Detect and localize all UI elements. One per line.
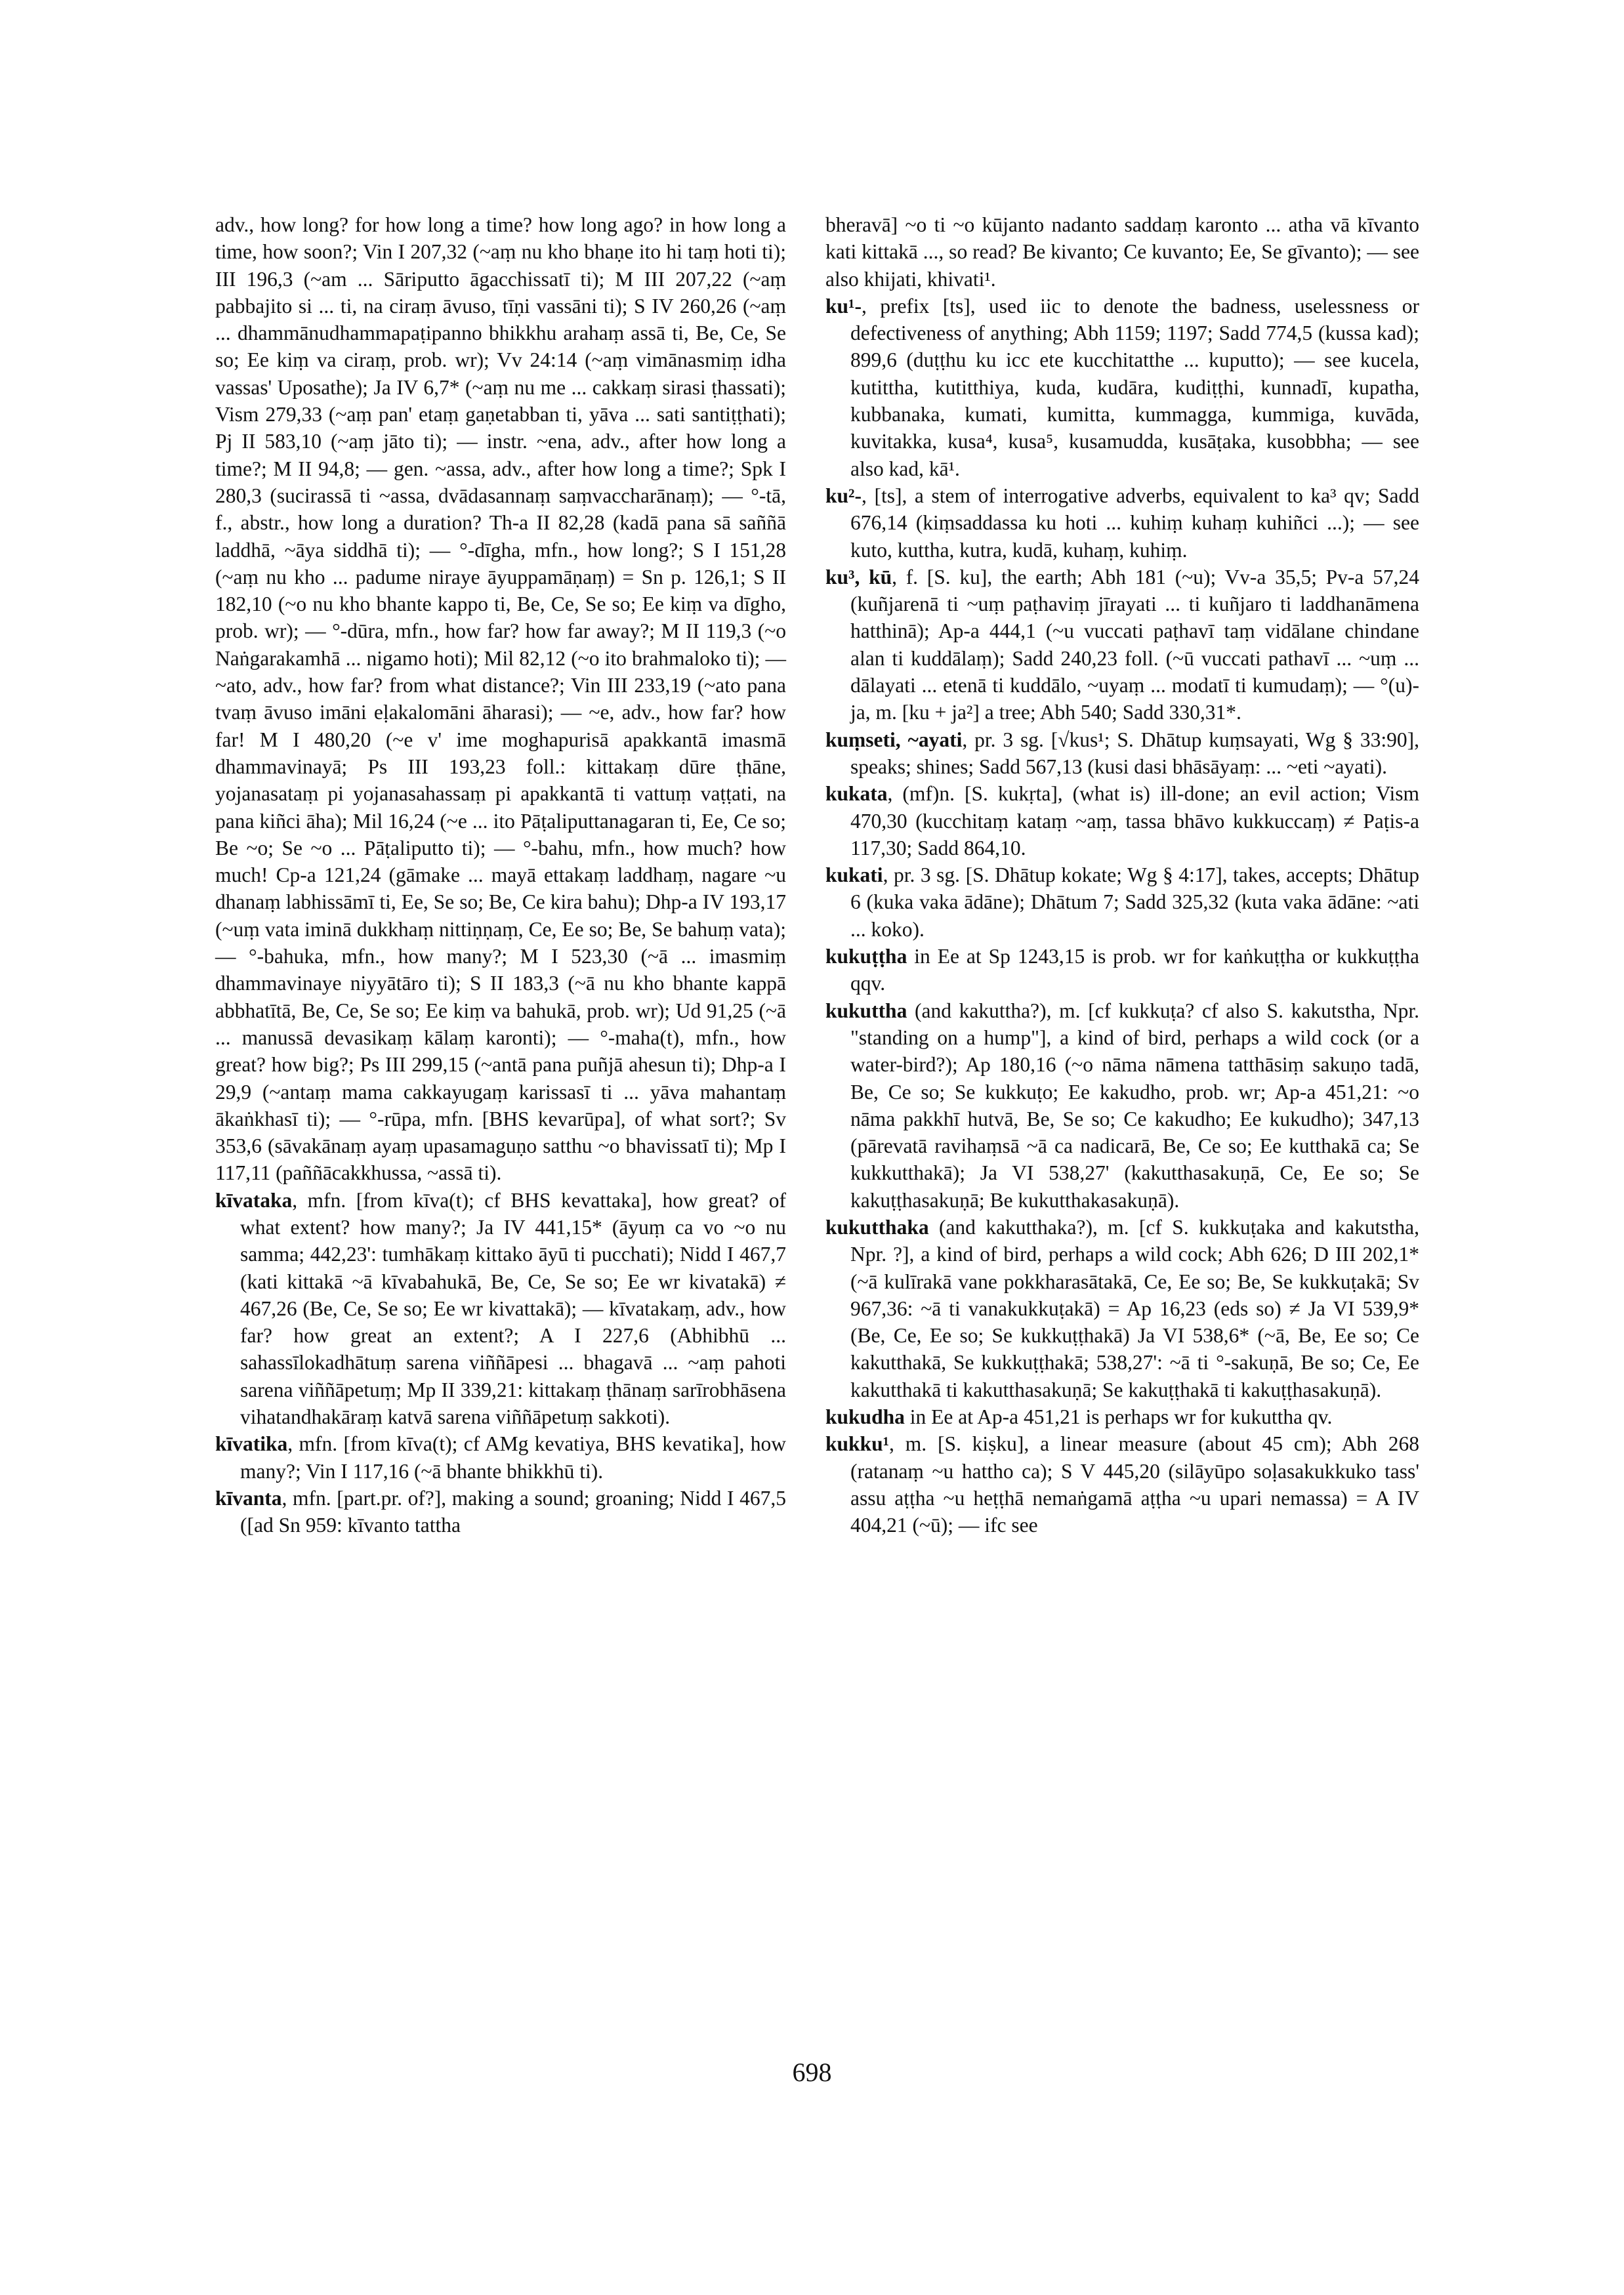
entry-body: , [ts], a stem of interrogative adverbs, equivalent to ka³ qv; Sadd 676,14 (kiṃsaddassa ku hoti ... kuhiṃ kuhaṃ kuhiñci ...); — see kuto, kuttha, kutra, kudā, kuhaṃ, kuhiṃ. [850, 484, 1419, 562]
headword: kuṃseti, ~ayati [825, 728, 963, 751]
dictionary-entry [215, 1430, 786, 1485]
right-column [825, 211, 1419, 1539]
entry-body: (and kakuttha?), m. [cf kukkuṭa? cf also S. kakutstha, Npr. "standing on a hump"], a kind of bird, perhaps a wild cock (or a water-bird?); Ap 180,16 (~o nāma nāmena tatthāsiṃ sakuṇo tadā, Be, Ce so; Se kukkuṭo; Ee kakudho, prob. wr; Ap-a 451,21: ~o nāma pakkhī hutvā, Be, Se so; Ce kakudho; Ee kukudho); 347,13 (pārevatā ravihaṃsā ~ā ca nadicarā, Be, Ce so; Ee kutthakā ca; Se kukkutthakā); Ja VI 538,27' (kakutthasakuṇā, Ce, Ee so; Se kakuṭṭhasakuṇā; Be kukutthakasakuṇā). [850, 999, 1419, 1212]
entry-body: , mfn. [from kīva(t); cf BHS kevattaka], how great? of what extent? how many?; Ja IV 441,15* (āyuṃ ca vo ~o nu samma; 442,23': tumhākaṃ kittako āyū ti pucchati); Nidd I 467,7 (kati kittakā ~ā kīvabahukā, Be, Ce, Se so; Ee wr kivatakā) ≠ 467,26 (Be, Ce, Se so; Ee wr kivattakā); — kīvatakaṃ, adv., how far? how great an extent?; A I 227,6 (Abhibhū ... sahassīlokadhātuṃ sarena viññāpesi ... bhagavā ... ~aṃ pahoti sarena viññāpetuṃ; Mp II 339,21: kittakaṃ ṭhānaṃ sarīrobhāsena vihatandhakāraṃ katvā sarena viññāpetuṃ sakkoti). [240, 1188, 786, 1429]
entry-body: , pr. 3 sg. [S. Dhātup kokate; Wg § 4:17], takes, accepts; Dhātup 6 (kuka vaka ādāne); Dhātum 7; Sadd 325,32 (kuta vaka ādāne: ~ati ... koko). [850, 863, 1419, 941]
dictionary-entry [825, 564, 1419, 726]
dictionary-entry [825, 780, 1419, 861]
entry-body: , (mf)n. [S. kukṛta], (what is) ill-done; an evil action; Vism 470,30 (kucchitaṃ kataṃ ~aṃ, tassa bhāvo kukkuccaṃ) ≠ Paṭis-a 117,30; Sadd 864,10. [850, 782, 1419, 859]
headword: kukati [825, 863, 883, 887]
dictionary-entry [825, 482, 1419, 564]
headword: kukata [825, 782, 888, 806]
headword: ku¹- [825, 294, 862, 318]
dictionary-entry [825, 1430, 1419, 1539]
headword: kīvataka [215, 1188, 293, 1212]
dictionary-entry [825, 293, 1419, 482]
dictionary-entry [825, 1214, 1419, 1403]
dictionary-entry [825, 726, 1419, 781]
continued-entry-text: adv., how long? for how long a time? how long ago? in how long a time, how soon?; Vin I 207,32 (~aṃ nu kho bhaṇe ito hi taṃ hoti ti); III 196,3 (~am ... Sāriputto āgacchissatī ti); M III 207,22 (~aṃ pabbajito si ... ti, na ciraṃ āvuso, tīṇi vassāni ti); S IV 260,26 (~aṃ ... dhammānudhammapaṭipanno bhikkhu arahaṃ assā ti, Be, Ce, Se so; Ee kiṃ va ciraṃ, prob. wr); Vv 24:14 (~aṃ vimānasmiṃ idha vassas' Uposathe); Ja IV 6,7* (~aṃ nu me ... cakkaṃ sirasi ṭhassati); Vism 279,33 (~aṃ pan' etaṃ gaṇetabban ti, yāva ... sati santiṭṭhati); Pj II 583,10 (~aṃ jāto ti); — instr. ~ena, adv., after how long a time?; M II 94,8; — gen. ~assa, adv., after how long a time?; Spk I 280,3 (sucirassā ti ~assa, dvādasannaṃ saṃvaccharānaṃ); — °-tā, f., abstr., how long a duration? Th-a II 82,28 (kadā pana sā saññā laddhā, ~āya siddhā ti); — °-dīgha, mfn., how long?; S I 151,28 (~aṃ nu kho ... padume niraye āyuppamāṇaṃ) = Sn p. 126,1; S II 182,10 (~o nu kho bhante kappo ti, Be, Ce, Se so; Ee kiṃ va dīgho, prob. wr); — °-dūra, mfn., how far? how far away?; M II 119,3 (~o Naṅgarakamhā ... nigamo hoti); Mil 82,12 (~o ito brahmaloko ti); — ~ato, adv., how far? from what distance?; Vin III 233,19 (~ato pana tvaṃ āvuso imāni eḷakalomāni āharasi); — ~e, adv., how far? how far! M I 480,20 (~e v' ime moghapurisā apakkantā imasmā dhammavinayā; Ps III 193,23 foll.: kittakaṃ dūre ṭhāne, yojanasataṃ pi yojanasahassaṃ pi apakkantā ti vattuṃ vaṭṭati, na pana kiñci āha); Mil 16,24 (~e ... ito Pāṭaliputtanagaran ti, Ee, Ce so; Be ~o; Se ~o ... Pāṭaliputto ti); — °-bahu, mfn., how much? how much! Cp-a 121,24 (gāmake ... mayā ettakaṃ laddhaṃ, nagare ~u dhanaṃ labhissāmī ti, Ee, Se so; Be, Ce kira bahu); Dhp-a IV 193,17 (~uṃ vata iminā dukkhaṃ nittiṇṇaṃ, Ce, Ee so; Be, Se bahuṃ vata); — °-bahuka, mfn., how many?; M I 523,30 (~ā ... imasmiṃ dhammavinaye niyyātāro ti); S II 183,3 (~ā nu kho bhante kappā abbhatītā, Be, Ce, Se so; Ee kiṃ va bahukā, prob. wr); Ud 91,25 (~ā ... manussā devasikaṃ kālaṃ karonti); — °-maha(t), mfn., how great? how big?; Ps III 299,15 (~antā pana puñjā ahesun ti); Dhp-a I 29,9 (~antaṃ mama cakkayugaṃ karissasī ti ... yāva mahantaṃ ākaṅkhasī ti); — °-rūpa, mfn. [BHS kevarūpa], of what sort?; Sv 353,6 (sāvakānaṃ ayaṃ upasamaguṇo satthu ~o bhavissatī ti); Mp I 117,11 (paññācakkhussa, ~assā ti). [215, 213, 786, 1185]
headword: kīvanta [215, 1486, 282, 1510]
entry-body: , mfn. [part.pr. of?], making a sound; groaning; Nidd I 467,5 ([ad Sn 959: kīvanto tattha [240, 1486, 786, 1537]
dictionary-entry [825, 861, 1419, 943]
dictionary-entry [825, 943, 1419, 997]
dictionary-entry [215, 1187, 786, 1431]
entry-body: in Ee at Sp 1243,15 is prob. wr for kaṅkuṭṭha or kukkuṭṭha qqv. [850, 945, 1419, 995]
entry-body: , prefix [ts], used iic to denote the badness, uselessness or defectiveness of anything; Abh 1159; 1197; Sadd 774,5 (kussa kad); 899,6 (duṭṭhu ku icc ete kucchitatthe ... kuputto); — see kucela, kutittha, kutitthiya, kuda, kudāra, kudiṭṭhi, kunnadī, kupatha, kubbanaka, kumati, kumitta, kummagga, kummiga, kuvāda, kuvitakka, kusa⁴, kusa⁵, kusamudda, kusāṭaka, kusobbha; — see also kad, kā¹. [850, 294, 1419, 480]
headword: kukutthaka [825, 1215, 929, 1239]
headword: kukuṭṭha [825, 945, 907, 968]
headword: kīvatika [215, 1432, 288, 1456]
entry-body: , f. [S. ku], the earth; Abh 181 (~u); Vv-a 35,5; Pv-a 57,24 (kuñjarenā ti ~uṃ paṭhaviṃ jīrayati ... ti kuñjaro ti laddhanāmena hatthinā); Ap-a 444,1 (~u vuccati paṭhavī taṃ vidālane chindane alan ti kuddālaṃ); Sadd 240,23 foll. (~ū vuccati pathavī ... ~uṃ ... dālayati ... etenā ti kuddālo, ~uyaṃ ... modatī ti kumudaṃ); — °(u)-ja, m. [ku + ja²] a tree; Abh 540; Sadd 330,31*. [850, 565, 1419, 724]
entry-body: , m. [S. kiṣku], a linear measure (about 45 cm); Abh 268 (ratanaṃ ~u hattho ca); S V 445,20 (silāyūpo soḷasakukkuko tass' assu aṭṭha ~u heṭṭhā nemaṅgamā aṭṭha ~u upari nemassa) = A IV 404,21 (~ū); — ifc see [850, 1432, 1419, 1537]
headword: kukudha [825, 1405, 905, 1429]
entry-body: in Ee at Ap-a 451,21 is perhaps wr for kukuttha qv. [904, 1405, 1333, 1429]
page-number: 698 [792, 2057, 832, 2087]
dictionary-entry [825, 1403, 1419, 1430]
continued-entry-text: bheravā] ~o ti ~o kūjanto nadanto saddaṃ karonto ... atha vā kīvanto kati kittakā ..., so read? Be kivanto; Ce kuvanto; Ee, Se gīvanto); — see also khijati, khivati¹. [825, 213, 1419, 291]
headword: kukuttha [825, 999, 907, 1022]
headword: ku²- [825, 484, 862, 507]
dictionary-entry [215, 1485, 786, 1539]
left-column [215, 211, 786, 1539]
headword: kukku¹ [825, 1432, 890, 1456]
headword: ku³, kū [825, 565, 892, 589]
dictionary-entry [825, 997, 1419, 1214]
entry-body: (and kakutthaka?), m. [cf S. kukkuṭaka and kakutstha, Npr. ?], a kind of bird, perhaps a wild cock; Abh 626; D III 202,1* (~ā kulīrakā vane pokkharasātakā, Ce, Ee so; Be, Se kukkuṭakā; Sv 967,36: ~ā ti vanakukkuṭakā) = Ap 16,23 (eds so) ≠ Ja VI 539,9* (Be, Ce, Ee so; Se kukkuṭṭhakā) Ja VI 538,6* (~ā, Be, Ee so; Ce kakutthakā, Se kukkuṭṭhakā; 538,27': ~ā ti °-sakuṇā, Be so; Ce, Ee kakutthakā ti kakutthasakuṇā; Se kakuṭṭhakā ti kakuṭṭhasakuṇā). [850, 1215, 1419, 1401]
entry-body: , mfn. [from kīva(t); cf AMg kevatiya, BHS kevatika], how many?; Vin I 117,16 (~ā bhante bhikkhū ti). [240, 1432, 786, 1483]
entry-body: , pr. 3 sg. [√kus¹; S. Dhātup kuṃsayati, Wg § 33:90], speaks; shines; Sadd 567,13 (kusi dasi bhāsāyaṃ: ... ~eti ~ayati). [850, 728, 1419, 778]
